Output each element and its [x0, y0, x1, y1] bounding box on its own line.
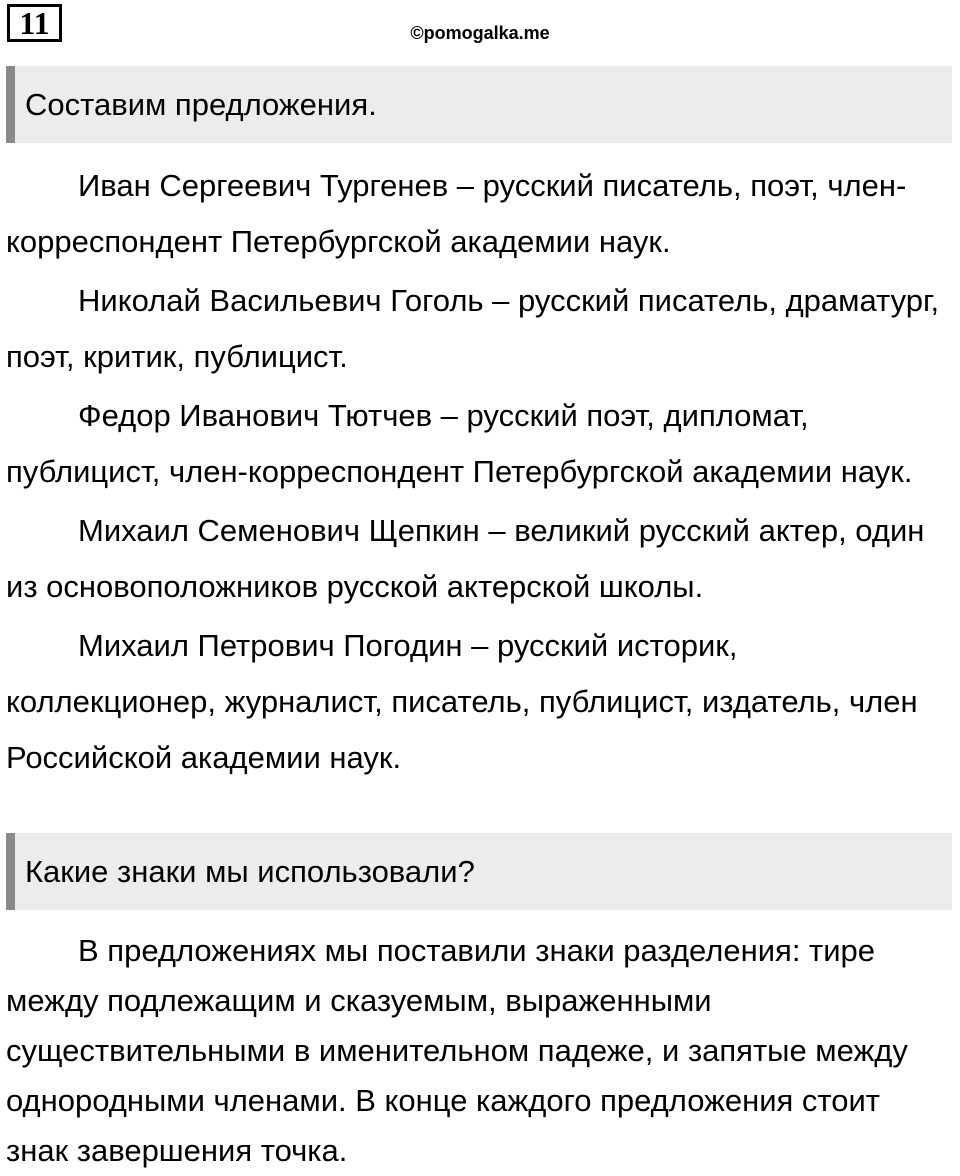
section-header-which-signs [6, 833, 952, 910]
paragraph-turgenev: Иван Сергеевич Тургенев – русский писатель, поэт, член-корреспондент Петербургской академии наук. [6, 168, 907, 259]
paragraph-gogol: Николай Васильевич Гоголь – русский писатель, драматург, поэт, критик, публицист. [6, 283, 940, 374]
section-header-compose-sentences [6, 66, 952, 143]
paragraph-shchepkin: Михаил Семенович Щепкин – великий русский актер, один из основоположников русской актерской школы. [6, 513, 925, 604]
section-header-text: Составим предложения. [25, 86, 377, 122]
sentences-block [6, 158, 950, 786]
paragraph-pogodin: Михаил Петрович Погодин – русский историк, коллекционер, журналист, писатель, публицист, издатель, член Российской академии наук. [6, 628, 918, 775]
watermark: ©pomogalka.me [410, 23, 550, 43]
answer-block [6, 926, 950, 1176]
page-number-box: 11 [7, 4, 62, 42]
section-header-text: Какие знаки мы использовали? [25, 853, 475, 889]
paragraph-answer: В предложениях мы поставили знаки разделения: тире между подлежащим и сказуемым, выраженными существительными в именительном падеже, и запятые между однородными членами. В конце каждого предложения стоит знак завершения точка. [6, 933, 908, 1168]
paragraph-tyutchev: Федор Иванович Тютчев – русский поэт, дипломат, публицист, член-корреспондент Петербургской академии наук. [6, 398, 913, 489]
